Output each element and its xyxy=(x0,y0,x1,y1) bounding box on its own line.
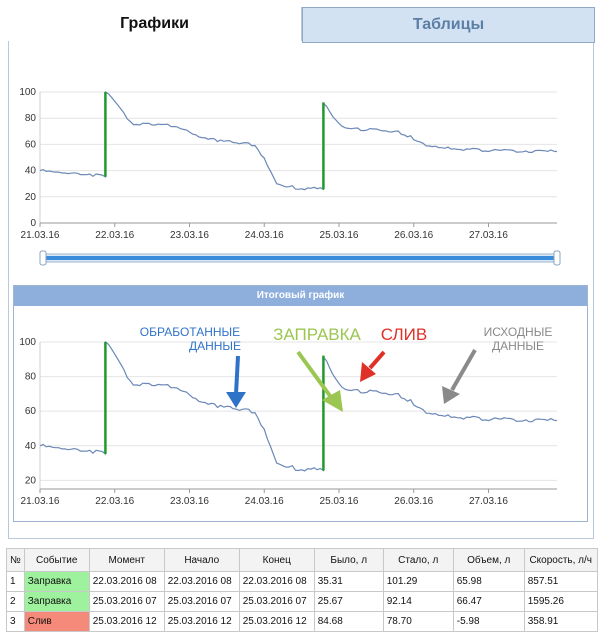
cell-volume: 65.98 xyxy=(453,572,524,592)
chart-grid xyxy=(40,92,557,223)
col-end[interactable]: Конец xyxy=(239,549,314,572)
y-tick-label: 20 xyxy=(24,475,36,487)
x-tick-label: 26.03.16 xyxy=(394,496,434,507)
range-slider[interactable] xyxy=(38,250,562,266)
tab-tables[interactable]: Таблицы xyxy=(302,7,595,43)
col-num[interactable]: № xyxy=(7,549,25,572)
y-axis-labels xyxy=(19,337,36,486)
x-tick-label: 24.03.16 xyxy=(244,496,284,507)
x-tick-label: 27.03.16 xyxy=(469,496,508,507)
cell-before: 35.31 xyxy=(314,572,383,592)
slider-handle-right[interactable] xyxy=(554,251,560,265)
tab-charts[interactable]: Графики xyxy=(8,7,302,41)
x-axis-labels xyxy=(21,489,509,507)
cell-volume: 66.47 xyxy=(453,592,524,612)
y-tick-label: 100 xyxy=(19,87,36,98)
fuel-chart-summary xyxy=(0,306,600,536)
cell-after: 92.14 xyxy=(383,592,453,612)
y-axis-labels xyxy=(19,87,36,229)
x-tick-label: 23.03.16 xyxy=(170,230,209,241)
cell-speed: 1595.26 xyxy=(524,592,597,612)
fuel-level-line xyxy=(40,92,557,190)
x-tick-label: 21.03.16 xyxy=(20,230,60,241)
y-tick-label: 0 xyxy=(30,218,36,229)
refill-segments xyxy=(105,342,323,470)
arrow-processed-head-icon xyxy=(226,392,246,408)
arrow-refill-icon xyxy=(298,352,333,400)
table-row[interactable] xyxy=(7,612,598,632)
col-start[interactable]: Начало xyxy=(164,549,239,572)
cell-start: 25.03.2016 07 xyxy=(164,592,239,612)
fuel-level-line xyxy=(40,342,557,471)
arrow-drain-icon xyxy=(370,352,384,368)
cell-event: Заправка xyxy=(24,592,89,612)
cell-start: 25.03.2016 12 xyxy=(164,612,239,632)
y-tick-label: 40 xyxy=(24,440,36,452)
y-tick-label: 80 xyxy=(24,113,36,125)
cell-after: 101.29 xyxy=(383,572,453,592)
x-tick-label: 27.03.16 xyxy=(469,230,508,241)
annotation-processed-line1: ОБРАБОТАННЫЕ xyxy=(139,325,241,339)
y-tick-label: 100 xyxy=(19,337,36,348)
cell-speed: 358.91 xyxy=(524,612,597,632)
annotation-processed-line2: ДАННЫЕ xyxy=(188,339,242,353)
x-tick-label: 21.03.16 xyxy=(20,496,60,507)
cell-end: 22.03.2016 08 xyxy=(239,572,314,592)
col-after[interactable]: Стало, л xyxy=(383,549,453,572)
summary-panel-title: Итоговый график xyxy=(14,286,587,306)
arrow-refill-head-icon xyxy=(322,390,343,412)
x-tick-label: 25.03.16 xyxy=(319,496,359,507)
cell-moment: 22.03.2016 08 xyxy=(89,572,164,592)
y-tick-label: 60 xyxy=(24,406,36,418)
cell-moment: 25.03.2016 12 xyxy=(89,612,164,632)
cell-before: 84.68 xyxy=(314,612,383,632)
cell-end: 25.03.2016 07 xyxy=(239,592,314,612)
annotation-raw-line2: ДАННЫЕ xyxy=(491,339,545,353)
table-row[interactable] xyxy=(7,572,598,592)
y-tick-label: 80 xyxy=(24,371,36,383)
col-speed[interactable]: Скорость, л/ч xyxy=(524,549,597,572)
annotation-drain: СЛИВ xyxy=(380,325,428,344)
x-tick-label: 22.03.16 xyxy=(95,496,135,507)
col-moment[interactable]: Момент xyxy=(89,549,164,572)
annotation-refill: ЗАПРАВКА xyxy=(273,325,361,344)
x-tick-label: 23.03.16 xyxy=(170,496,209,507)
events-table xyxy=(6,548,598,632)
x-tick-label: 26.03.16 xyxy=(394,230,434,241)
table-row[interactable] xyxy=(7,592,598,612)
annotation-raw-line1: ИСХОДНЫЕ xyxy=(483,325,553,339)
cell-start: 22.03.2016 08 xyxy=(164,572,239,592)
y-tick-label: 20 xyxy=(24,191,36,203)
table-header-row xyxy=(7,549,598,572)
x-tick-label: 25.03.16 xyxy=(319,230,359,241)
cell-before: 25.67 xyxy=(314,592,383,612)
refill-segments xyxy=(105,92,323,189)
arrow-raw-icon xyxy=(452,350,475,390)
cell-num: 1 xyxy=(7,572,25,592)
cell-event: Слив xyxy=(24,612,89,632)
slider-handle-left[interactable] xyxy=(40,251,46,265)
col-volume[interactable]: Объем, л xyxy=(453,549,524,572)
cell-num: 2 xyxy=(7,592,25,612)
cell-end: 25.03.2016 12 xyxy=(239,612,314,632)
arrow-processed-icon xyxy=(236,356,238,394)
y-tick-label: 40 xyxy=(24,165,36,177)
x-tick-label: 24.03.16 xyxy=(244,230,284,241)
col-before[interactable]: Было, л xyxy=(314,549,383,572)
cell-speed: 857.51 xyxy=(524,572,597,592)
cell-num: 3 xyxy=(7,612,25,632)
cell-after: 78.70 xyxy=(383,612,453,632)
chart-grid xyxy=(40,342,557,489)
slider-range[interactable] xyxy=(46,256,554,260)
cell-volume: -5.98 xyxy=(453,612,524,632)
y-tick-label: 60 xyxy=(24,139,36,151)
cell-moment: 25.03.2016 07 xyxy=(89,592,164,612)
col-event[interactable]: Событие xyxy=(24,549,89,572)
cell-event: Заправка xyxy=(24,572,89,592)
tab-bar xyxy=(8,7,594,43)
x-axis-labels xyxy=(21,223,509,241)
x-tick-label: 22.03.16 xyxy=(95,230,135,241)
